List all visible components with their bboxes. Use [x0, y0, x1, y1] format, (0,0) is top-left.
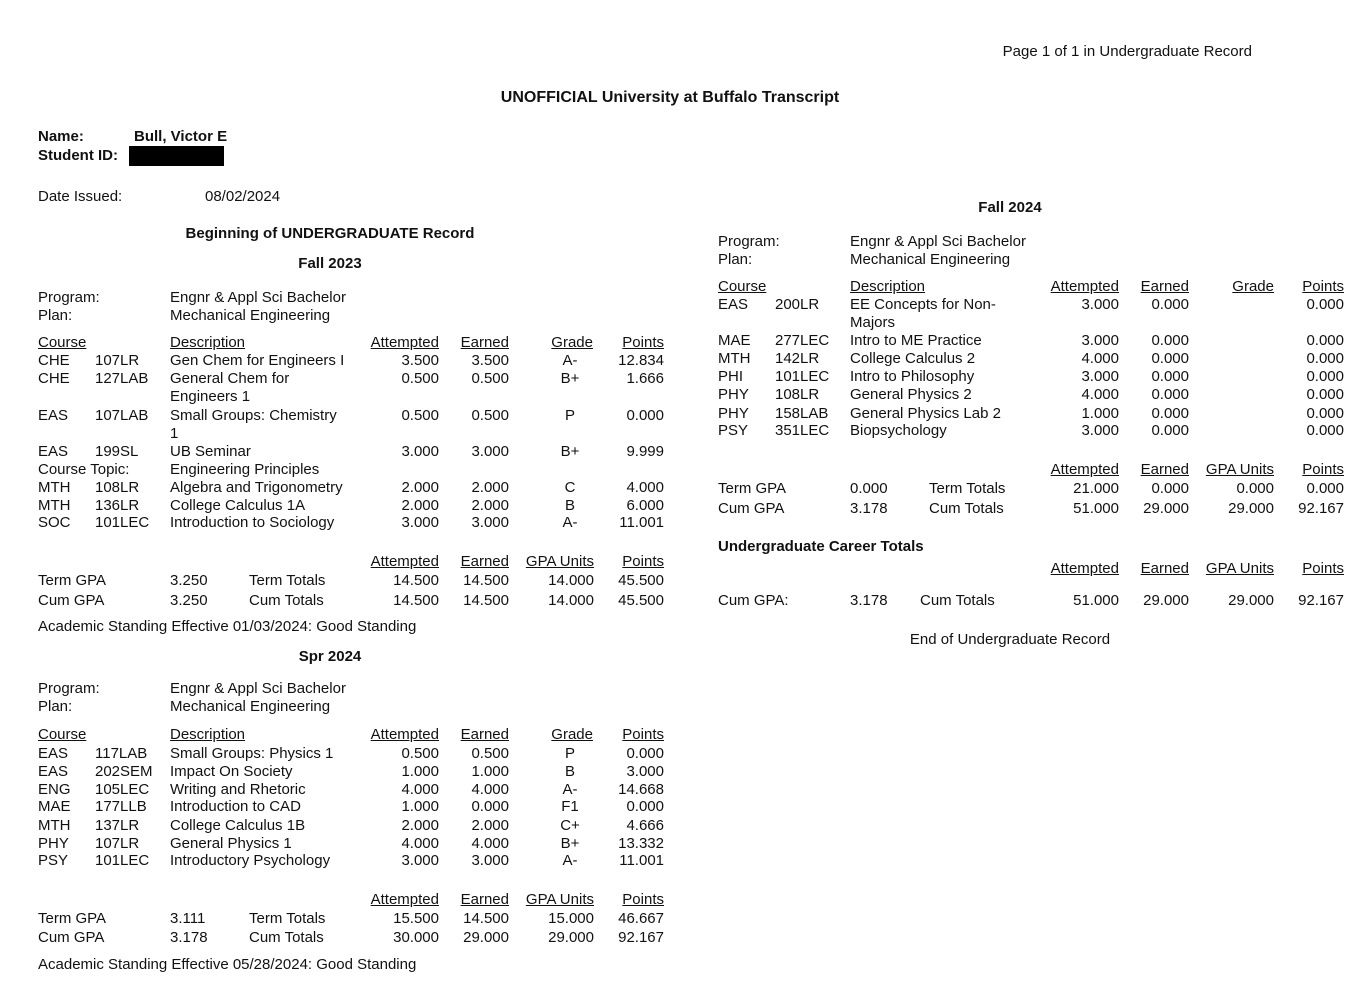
course-earned: 2.000: [471, 817, 509, 834]
course-earned: 3.000: [471, 443, 509, 460]
term-totals-gpa-units: 0.000: [1236, 480, 1274, 497]
program-label: Program:: [718, 233, 780, 250]
course-points: 0.000: [1306, 405, 1344, 422]
cum-totals-attempted: 30.000: [393, 929, 439, 946]
course-attempted: 3.000: [1081, 332, 1119, 349]
term-gpa-value: 3.250: [170, 572, 208, 589]
tot-col-points: Points: [622, 553, 664, 570]
course-earned: 0.500: [471, 407, 509, 424]
course-description: General Physics 2: [850, 386, 972, 403]
program-value: Engnr & Appl Sci Bachelor: [170, 680, 346, 697]
col-grade: Grade: [551, 334, 593, 351]
col-points: Points: [1302, 278, 1344, 295]
cum-totals-points: 92.167: [1298, 500, 1344, 517]
course-earned: 2.000: [471, 479, 509, 496]
student-id-redaction: [129, 146, 224, 166]
course-subject: PHY: [38, 835, 69, 852]
cum-totals-gpa-units: 29.000: [548, 929, 594, 946]
course-grade: A-: [562, 352, 578, 369]
course-subject: MAE: [718, 332, 751, 349]
course-grade: B+: [560, 443, 580, 460]
term-heading: Fall 2023: [298, 255, 362, 272]
plan-value: Mechanical Engineering: [170, 307, 331, 324]
course-topic-label: Course Topic:: [38, 461, 130, 478]
cum-totals-points: 45.500: [618, 592, 664, 609]
course-number: 351LEC: [775, 422, 830, 439]
cum-gpa-value: 3.178: [850, 500, 888, 517]
academic-standing: Academic Standing Effective 05/28/2024: Good Standing: [38, 956, 417, 973]
course-subject: PSY: [38, 852, 69, 869]
col-earned: Earned: [460, 726, 509, 743]
course-points: 0.000: [1306, 368, 1344, 385]
col-course: Course: [38, 726, 87, 743]
tot-col-points: Points: [1302, 461, 1344, 478]
tot-col-earned: Earned: [1140, 461, 1189, 478]
cum-gpa-label: Cum GPA: [718, 500, 785, 517]
course-description: Introduction to Sociology: [170, 514, 335, 531]
course-number: 105LEC: [95, 781, 150, 798]
course-points: 11.001: [619, 514, 664, 531]
course-number: 108LR: [95, 479, 140, 496]
course-subject: EAS: [718, 296, 749, 313]
course-earned: 3.000: [471, 852, 509, 869]
course-grade: A-: [562, 852, 578, 869]
course-subject: EAS: [38, 745, 69, 762]
col-attempted: Attempted: [370, 334, 439, 351]
course-description: EE Concepts for Non-: [850, 296, 996, 313]
course-attempted: 4.000: [1081, 386, 1119, 403]
date-issued: 08/02/2024: [205, 188, 281, 205]
course-subject: PHY: [718, 405, 749, 422]
cum-gpa-label: Cum GPA: [38, 929, 105, 946]
cum-totals-label: Cum Totals: [249, 592, 324, 609]
term-heading: Spr 2024: [298, 648, 362, 665]
course-description: Impact On Society: [170, 763, 293, 780]
course-description: Small Groups: Chemistry: [170, 407, 337, 424]
course-earned: 4.000: [471, 781, 509, 798]
tot-col-gpa-units: GPA Units: [525, 891, 594, 908]
course-description: General Physics 1: [170, 835, 292, 852]
career-cum-gpa-label: Cum GPA:: [718, 592, 789, 609]
col-earned: Earned: [1140, 278, 1189, 295]
cum-totals-earned: 29.000: [1143, 500, 1189, 517]
cum-totals-label: Cum Totals: [929, 500, 1004, 517]
term-gpa-label: Term GPA: [38, 910, 107, 927]
term-gpa-value: 3.111: [170, 910, 206, 927]
tot-col-gpa-units: GPA Units: [525, 553, 594, 570]
course-grade: F1: [561, 798, 579, 815]
course-earned: 3.500: [471, 352, 509, 369]
cum-totals-earned: 29.000: [463, 929, 509, 946]
course-attempted: 3.000: [1081, 368, 1119, 385]
course-number: 137LR: [95, 817, 140, 834]
course-number: 202SEM: [95, 763, 153, 780]
course-points: 11.001: [619, 852, 664, 869]
course-grade: B: [564, 763, 575, 780]
course-description: College Calculus 1A: [170, 497, 306, 514]
course-subject: EAS: [38, 763, 69, 780]
col-grade: Grade: [551, 726, 593, 743]
course-points: 1.666: [626, 370, 664, 387]
course-points: 0.000: [626, 745, 664, 762]
cum-gpa-label: Cum GPA: [38, 592, 105, 609]
term-totals-points: 45.500: [618, 572, 664, 589]
course-subject: EAS: [38, 407, 69, 424]
course-description-cont: Majors: [850, 314, 896, 331]
course-earned: 0.000: [1151, 296, 1189, 313]
course-points: 12.834: [618, 352, 664, 369]
term-gpa-label: Term GPA: [718, 480, 787, 497]
col-grade: Grade: [1232, 278, 1274, 295]
term-totals-attempted: 15.500: [393, 910, 439, 927]
col-description: Description: [170, 726, 246, 743]
col-attempted: Attempted: [1050, 278, 1119, 295]
course-number: 108LR: [775, 386, 820, 403]
course-subject: CHE: [38, 370, 70, 387]
course-number: 127LAB: [95, 370, 149, 387]
tot-col-attempted: Attempted: [370, 553, 439, 570]
tot-col-attempted: Attempted: [1050, 461, 1119, 478]
course-number: 136LR: [95, 497, 140, 514]
cum-totals-points: 92.167: [618, 929, 664, 946]
course-number: 199SL: [95, 443, 139, 460]
career-earned: 29.000: [1143, 592, 1189, 609]
course-earned: 0.500: [471, 745, 509, 762]
career-cum-totals-label: Cum Totals: [920, 592, 995, 609]
course-attempted: 3.000: [1081, 422, 1119, 439]
term-totals-label: Term Totals: [929, 480, 1006, 497]
cum-totals-earned: 14.500: [463, 592, 509, 609]
course-points: 9.999: [626, 443, 664, 460]
course-points: 6.000: [626, 497, 664, 514]
course-description: Algebra and Trigonometry: [170, 479, 343, 496]
term-totals-label: Term Totals: [249, 910, 326, 927]
course-earned: 4.000: [471, 835, 509, 852]
col-points: Points: [622, 334, 664, 351]
course-points: 0.000: [1306, 296, 1344, 313]
col-course: Course: [718, 278, 767, 295]
course-subject: MTH: [718, 350, 751, 367]
tot-col-attempted: Attempted: [370, 891, 439, 908]
program-label: Program:: [38, 289, 100, 306]
course-points: 0.000: [1306, 332, 1344, 349]
course-attempted: 0.500: [401, 370, 439, 387]
course-attempted: 1.000: [401, 763, 439, 780]
term-gpa-value: 0.000: [850, 480, 888, 497]
course-description: College Calculus 1B: [170, 817, 306, 834]
name-label: Name:: [38, 128, 84, 145]
course-description: Intro to Philosophy: [850, 368, 975, 385]
course-points: 0.000: [626, 407, 664, 424]
course-grade: C+: [560, 817, 580, 834]
course-number: 107LAB: [95, 407, 149, 424]
col-points: Points: [622, 726, 664, 743]
career-cum-gpa: 3.178: [850, 592, 888, 609]
course-attempted: 2.000: [401, 817, 439, 834]
course-points: 4.666: [626, 817, 664, 834]
student-id-label: Student ID:: [38, 147, 118, 164]
cum-gpa-value: 3.250: [170, 592, 208, 609]
career-gpa-units: 29.000: [1228, 592, 1274, 609]
date-issued-label: Date Issued:: [38, 188, 123, 205]
course-number: 107LR: [95, 352, 140, 369]
academic-standing: Academic Standing Effective 01/03/2024: Good Standing: [38, 618, 417, 635]
course-description: Introductory Psychology: [170, 852, 331, 869]
course-grade: B: [564, 497, 575, 514]
student-name: Bull, Victor E: [134, 128, 228, 145]
course-subject: MTH: [38, 479, 71, 496]
course-grade: B+: [560, 835, 580, 852]
course-grade: B+: [560, 370, 580, 387]
course-number: 101LEC: [95, 514, 150, 531]
course-grade: P: [564, 407, 575, 424]
course-number: 200LR: [775, 296, 820, 313]
program-value: Engnr & Appl Sci Bachelor: [170, 289, 346, 306]
term-totals-earned: 14.500: [463, 910, 509, 927]
course-points: 3.000: [626, 763, 664, 780]
plan-value: Mechanical Engineering: [170, 698, 331, 715]
course-grade: A-: [562, 781, 578, 798]
term-totals-attempted: 14.500: [393, 572, 439, 589]
cum-totals-attempted: 51.000: [1073, 500, 1119, 517]
cum-totals-gpa-units: 29.000: [1228, 500, 1274, 517]
record-end: End of Undergraduate Record: [909, 631, 1111, 648]
col-attempted: Attempted: [370, 726, 439, 743]
course-description: Intro to ME Practice: [850, 332, 982, 349]
course-description: UB Seminar: [170, 443, 251, 460]
course-number: 158LAB: [775, 405, 829, 422]
course-grade: A-: [562, 514, 578, 531]
plan-label: Plan:: [38, 307, 73, 324]
course-attempted: 4.000: [401, 835, 439, 852]
cum-totals-gpa-units: 14.000: [548, 592, 594, 609]
course-earned: 0.000: [471, 798, 509, 815]
course-attempted: 3.500: [401, 352, 439, 369]
career-col-attempted: Attempted: [1050, 560, 1119, 577]
tot-col-earned: Earned: [460, 891, 509, 908]
course-attempted: 3.000: [401, 514, 439, 531]
course-subject: MAE: [38, 798, 71, 815]
course-topic: Engineering Principles: [170, 461, 320, 478]
career-attempted: 51.000: [1073, 592, 1119, 609]
cum-gpa-value: 3.178: [170, 929, 208, 946]
course-description: College Calculus 2: [850, 350, 976, 367]
course-earned: 3.000: [471, 514, 509, 531]
course-subject: SOC: [38, 514, 71, 531]
course-earned: 1.000: [471, 763, 509, 780]
col-earned: Earned: [460, 334, 509, 351]
course-description: General Chem for: [170, 370, 290, 387]
term-totals-earned: 0.000: [1151, 480, 1189, 497]
course-points: 4.000: [626, 479, 664, 496]
course-number: 142LR: [775, 350, 820, 367]
course-description: General Physics Lab 2: [850, 405, 1001, 422]
course-attempted: 2.000: [401, 479, 439, 496]
course-subject: EAS: [38, 443, 69, 460]
term-heading: Fall 2024: [978, 199, 1042, 216]
course-attempted: 3.000: [401, 443, 439, 460]
course-number: 177LLB: [95, 798, 147, 815]
career-points: 92.167: [1298, 592, 1344, 609]
course-points: 0.000: [626, 798, 664, 815]
course-number: 277LEC: [775, 332, 830, 349]
course-description: Gen Chem for Engineers I: [170, 352, 345, 369]
course-earned: 0.000: [1151, 332, 1189, 349]
course-grade: P: [564, 745, 575, 762]
course-subject: PSY: [718, 422, 749, 439]
course-points: 0.000: [1306, 422, 1344, 439]
course-points: 0.000: [1306, 386, 1344, 403]
program-value: Engnr & Appl Sci Bachelor: [850, 233, 1026, 250]
course-subject: ENG: [38, 781, 71, 798]
transcript-title: UNOFFICIAL University at Buffalo Transcript: [500, 89, 840, 106]
course-number: 117LAB: [95, 745, 148, 762]
page-label: Page 1 of 1 in Undergraduate Record: [1002, 43, 1252, 60]
plan-value: Mechanical Engineering: [850, 251, 1011, 268]
tot-col-earned: Earned: [460, 553, 509, 570]
course-description-cont: Engineers 1: [170, 388, 251, 405]
course-earned: 0.000: [1151, 386, 1189, 403]
col-description: Description: [850, 278, 926, 295]
record-begin: Beginning of UNDERGRADUATE Record: [185, 225, 475, 242]
term-totals-points: 0.000: [1306, 480, 1344, 497]
term-totals-attempted: 21.000: [1073, 480, 1119, 497]
course-subject: CHE: [38, 352, 70, 369]
course-points: 13.332: [618, 835, 664, 852]
course-description: Small Groups: Physics 1: [170, 745, 334, 762]
course-subject: MTH: [38, 817, 71, 834]
course-subject: PHI: [718, 368, 744, 385]
col-course: Course: [38, 334, 87, 351]
plan-label: Plan:: [718, 251, 753, 268]
course-earned: 0.000: [1151, 350, 1189, 367]
career-heading: Undergraduate Career Totals: [718, 538, 924, 555]
course-subject: PHY: [718, 386, 749, 403]
course-earned: 0.000: [1151, 405, 1189, 422]
term-totals-gpa-units: 15.000: [548, 910, 594, 927]
course-attempted: 0.500: [401, 745, 439, 762]
plan-label: Plan:: [38, 698, 73, 715]
course-number: 101LEC: [775, 368, 830, 385]
course-earned: 0.000: [1151, 422, 1189, 439]
tot-col-gpa-units: GPA Units: [1205, 461, 1274, 478]
cum-totals-label: Cum Totals: [249, 929, 324, 946]
course-number: 101LEC: [95, 852, 150, 869]
course-points: 0.000: [1306, 350, 1344, 367]
tot-col-points: Points: [622, 891, 664, 908]
course-attempted: 0.500: [401, 407, 439, 424]
course-earned: 2.000: [471, 497, 509, 514]
career-col-points: Points: [1302, 560, 1344, 577]
career-col-earned: Earned: [1140, 560, 1189, 577]
course-description: Biopsychology: [850, 422, 947, 439]
course-subject: MTH: [38, 497, 71, 514]
term-totals-earned: 14.500: [463, 572, 509, 589]
course-attempted: 3.000: [1081, 296, 1119, 313]
term-totals-label: Term Totals: [249, 572, 326, 589]
term-totals-points: 46.667: [618, 910, 664, 927]
term-gpa-label: Term GPA: [38, 572, 107, 589]
course-attempted: 3.000: [401, 852, 439, 869]
program-label: Program:: [38, 680, 100, 697]
cum-totals-attempted: 14.500: [393, 592, 439, 609]
course-points: 14.668: [618, 781, 664, 798]
course-attempted: 1.000: [1081, 405, 1119, 422]
course-earned: 0.000: [1151, 368, 1189, 385]
course-attempted: 2.000: [401, 497, 439, 514]
course-description: Introduction to CAD: [170, 798, 301, 815]
col-description: Description: [170, 334, 246, 351]
course-attempted: 1.000: [401, 798, 439, 815]
term-totals-gpa-units: 14.000: [548, 572, 594, 589]
course-description: Writing and Rhetoric: [170, 781, 306, 798]
career-col-gpa-units: GPA Units: [1205, 560, 1274, 577]
course-attempted: 4.000: [1081, 350, 1119, 367]
course-attempted: 4.000: [401, 781, 439, 798]
course-number: 107LR: [95, 835, 140, 852]
course-earned: 0.500: [471, 370, 509, 387]
course-grade: C: [564, 479, 576, 496]
course-description-cont: 1: [170, 425, 179, 442]
